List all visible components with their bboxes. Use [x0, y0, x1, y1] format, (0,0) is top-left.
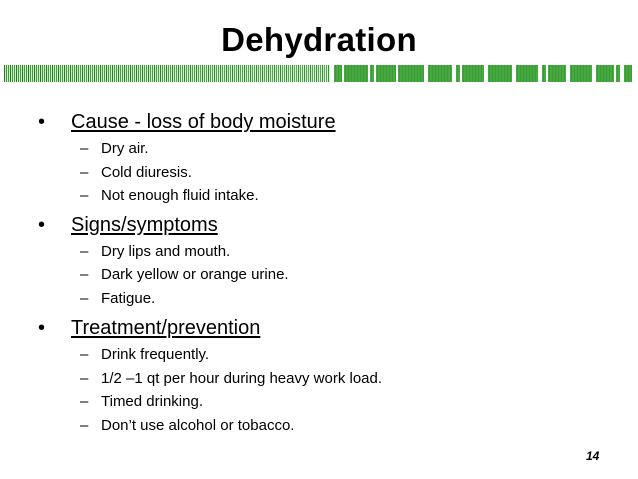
dash-icon: – [80, 140, 89, 157]
dash-icon: – [80, 289, 89, 307]
list-item [38, 390, 628, 414]
section-signs-symptoms [38, 211, 628, 311]
list-item [38, 184, 628, 208]
dash-icon: – [80, 163, 89, 181]
list-item-text: Dry air. [101, 140, 149, 157]
slide-title: Dehydration [221, 21, 417, 58]
section-heading: Treatment/prevention [71, 317, 261, 339]
section-heading-line [38, 314, 628, 342]
list-item-text: Timed drinking. [101, 393, 203, 410]
sub-list [38, 240, 628, 311]
section-cause [38, 108, 628, 208]
bullet-icon: • [38, 317, 46, 339]
sub-list [38, 343, 628, 437]
list-item-text: Don’t use alcohol or tobacco. [101, 416, 295, 434]
title-decoration-bar [4, 65, 632, 82]
bullet-icon: • [38, 111, 46, 133]
list-item [38, 367, 628, 391]
dash-icon: – [80, 416, 89, 434]
list-item-text: Dry lips and mouth. [101, 242, 231, 260]
dash-icon: – [80, 187, 89, 204]
list-item [38, 240, 628, 264]
list-item-text: Fatigue. [101, 289, 156, 307]
list-item [38, 343, 628, 367]
section-treatment-prevention [38, 314, 628, 437]
section-heading-line [38, 108, 628, 136]
list-item-text: Cold diuresis. [101, 163, 192, 181]
sub-list [38, 137, 628, 208]
list-item [38, 161, 628, 185]
section-heading: Cause - loss of body moisture [71, 111, 336, 133]
dash-icon: – [80, 242, 89, 260]
dash-icon: – [80, 346, 89, 363]
section-heading: Signs/symptoms [71, 213, 218, 236]
list-item-text: Drink frequently. [101, 346, 210, 363]
section-heading-line [38, 211, 628, 239]
dash-icon: – [80, 266, 89, 283]
list-item [38, 263, 628, 287]
list-item [38, 287, 628, 311]
list-item-text: Not enough fluid intake. [101, 187, 259, 204]
list-item-text: Dark yellow or orange urine. [101, 266, 289, 283]
page-number: 14 [586, 449, 600, 463]
list-item-text: 1/2 –1 qt per hour during heavy work load. [101, 369, 383, 387]
list-item [38, 137, 628, 161]
bullet-icon: • [38, 213, 46, 236]
list-item [38, 414, 628, 438]
slide-content [38, 108, 628, 437]
dash-icon: – [80, 393, 89, 410]
dash-icon: – [80, 369, 89, 387]
